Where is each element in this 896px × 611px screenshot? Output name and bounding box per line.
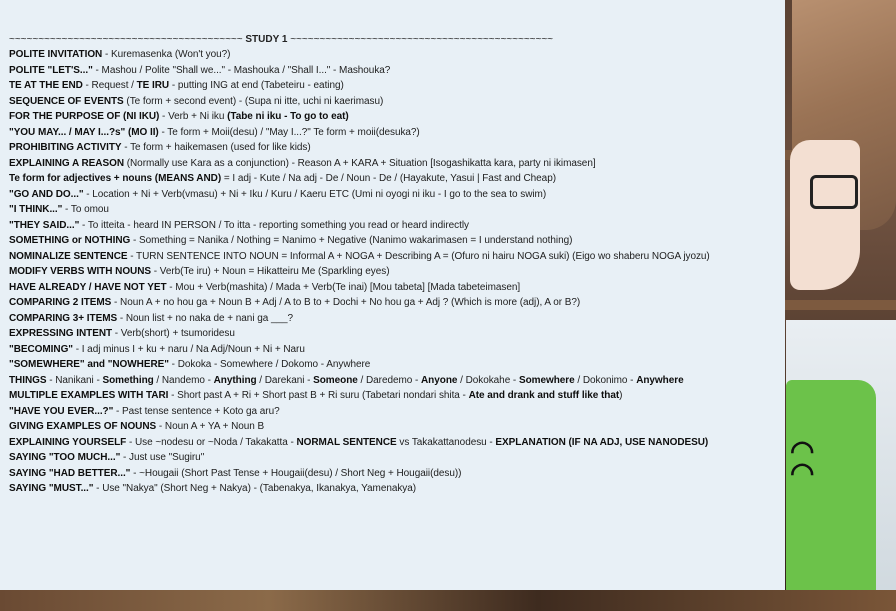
note-text: / Nandemo - [153,374,214,386]
note-heading: SAYING "HAD BETTER..." [9,467,131,479]
notes-title [9,33,785,46]
note-text: - Dokoka - Somewhere / Dokomo - Anywhere [168,359,371,370]
note-text: / Dokokahe - [457,374,519,386]
note-heading: FOR THE PURPOSE OF (NI IKU) [9,111,160,122]
avatar-face [790,140,860,290]
title-dashes-left: ~~~~~~~~~~~~~~~~~~~~~~~~~~~~~~~~~~~~~~~~ [9,34,243,45]
note-heading: GIVING EXAMPLES OF NOUNS [9,421,157,432]
note-row [9,218,785,234]
note-heading: TE IRU [136,80,170,91]
note-text: - To omou [62,204,109,215]
note-heading: "GO AND DO..." [9,188,84,200]
note-heading: SEQUENCE OF EVENTS [9,95,124,107]
note-heading: Anyone [421,374,458,386]
note-heading: COMPARING 3+ ITEMS [9,312,118,324]
note-row [9,94,785,110]
shelf [785,300,896,310]
note-row [9,264,785,280]
note-heading: EXPLAINING YOURSELF [9,436,127,448]
note-heading: NOMINALIZE SENTENCE [9,250,128,262]
note-heading: Someone [313,374,358,386]
note-text: - Just use "Sugiru" [120,452,205,463]
note-row [9,388,785,404]
note-heading: Somewhere [518,374,575,386]
note-text: / Dokonimo - [574,374,637,386]
note-row [9,47,785,63]
note-text: (Te form + second event) - (Supa ni itte, uchi ni kaerimasu) [123,95,384,107]
note-row [9,435,777,451]
note-text: - Noun A + YA + Noun B [156,421,265,432]
note-text: - Noun A + no hou ga + Noun B + Adj / A to B to + Dochi + No hou ga + Adj ? (Which is more (adj), A or B?) [111,297,581,308]
note-row [9,171,785,187]
desk-clutter [0,590,896,611]
title-text: STUDY 1 [245,34,288,45]
note-heading: NORMAL SENTENCE [296,436,397,448]
note-row [9,78,785,94]
note-text: - Request / [82,80,137,91]
note-row [9,249,777,265]
note-heading: TE AT THE END [9,80,83,91]
note-text: / Daredemo - [357,374,422,386]
note-row [9,63,785,79]
note-text: - putting ING at end (Tabeteiru - eating) [169,80,344,91]
note-heading: "YOU MAY... / MAY I...?s" (MO II) [9,126,159,138]
note-heading: "BECOMING" [9,343,73,355]
note-text: - To itteita - heard IN PERSON / To itta - reporting something you read or heard indirectly [79,219,469,231]
note-row [9,156,785,172]
note-row [9,295,785,311]
note-text: - Verb(short) + tsumoridesu [112,328,235,339]
note-heading: POLITE "LET'S..." [9,64,93,76]
note-row [9,326,785,342]
note-row [9,481,785,497]
note-heading: POLITE INVITATION [9,49,103,60]
note-heading: EXPRESSING INTENT [9,328,113,339]
note-heading: MULTIPLE EXAMPLES WITH TARI [9,390,169,401]
note-row [9,450,785,466]
book-smiley-face: ◠ ◠ [790,435,815,488]
note-row [9,280,785,296]
note-heading: MODIFY VERBS WITH NOUNS [9,266,152,277]
note-heading: THINGS [9,374,47,386]
note-text: - ~Hougaii (Short Past Tense + Hougaii(desu) / Short Neg + Hougaii(desu)) [130,467,462,479]
note-heading: Anywhere [636,374,684,386]
note-text: vs Takakattanodesu - [396,436,496,448]
note-heading: Something [102,374,154,386]
note-text: - TURN SENTENCE INTO NOUN = Informal A + NOGA + Describing A = (Ofuro ni hairu NOGA suki) (Eigo wo shaberu NOGA jyozu) [127,250,710,262]
note-heading: EXPLAINING A REASON [9,157,124,169]
note-heading: SOMETHING or NOTHING [9,235,131,246]
title-dashes-right: ~~~~~~~~~~~~~~~~~~~~~~~~~~~~~~~~~~~~~~~~~~~~~ [290,34,554,45]
note-text: (Normally use Kara as a conjunction) - Reason A + KARA + Situation [Isogashikatta kara, party ni ikimasen] [124,157,596,169]
note-text: - Verb + Ni iku [159,111,228,122]
note-text: - Use "Nakya" (Short Neg + Nakya) - (Tabenakya, Ikanakya, Yamenakya) [93,483,417,494]
note-text: = I adj - Kute / Na adj - De / Noun - De / (Hayakute, Yasui | Fast and Cheap) [221,173,556,184]
note-text: - Past tense sentence + Koto ga aru? [113,405,280,417]
note-row [9,311,785,327]
note-text: - Something = Nanika / Nothing = Nanimo + Negative (Nanimo wakarimasen = I understand nothing) [130,235,573,246]
note-text: - Te form + Moii(desu) / "May I...?" Te form + moii(desuka?) [158,126,420,138]
note-text: - Noun list + no naka de + nani ga ___? [117,312,294,324]
note-heading: COMPARING 2 ITEMS [9,297,112,308]
note-row [9,373,777,389]
note-row [9,233,785,249]
note-row [9,202,785,218]
note-row [9,357,785,373]
note-row [9,342,785,358]
note-heading: "THEY SAID..." [9,219,80,231]
note-row [9,109,785,125]
note-row [9,140,785,156]
note-text: - Kuremasenka (Won't you?) [102,49,231,60]
note-heading: Te form for adjectives + nouns (MEANS AND) [9,173,222,184]
note-heading: HAVE ALREADY / HAVE NOT YET [9,281,167,293]
note-row [9,404,785,420]
note-row [9,419,785,435]
note-heading: "I THINK..." [9,204,63,215]
note-heading: EXPLANATION (IF NA ADJ, USE NANODESU) [495,436,709,448]
note-text: - Location + Ni + Verb(vmasu) + Ni + Iku / Kuru / Kaeru ETC (Umi ni oyogi ni iku - I go to the sea to swim) [83,188,547,200]
note-text: - Verb(Te iru) + Noun = Hikatteiru Me (Sparkling eyes) [151,266,390,277]
note-text: - Use ~nodesu or ~Noda / Takakatta - [126,436,297,448]
note-text: - I adj minus I + ku + naru / Na Adj/Noun + Ni + Naru [72,343,305,355]
note-text: - Nanikani - [46,374,103,386]
note-heading: SAYING "TOO MUCH..." [9,452,121,463]
note-heading: PROHIBITING ACTIVITY [9,142,122,153]
note-text: - Mashou / Polite "Shall we..." - Mashouka / "Shall I..." - Mashouka? [92,64,391,76]
note-text: - Te form + haikemasen (used for like kids) [121,142,311,153]
note-row [9,187,785,203]
note-text: - Mou + Verb(mashita) / Mada + Verb(Te inai) [Mou tabeta] [Mada tabeteimasen] [166,281,521,293]
note-heading: SAYING "MUST..." [9,483,94,494]
note-row [9,466,785,482]
note-text: - Short past A + Ri + Short past B + Ri suru (Tabetari nondari shita - [168,390,469,401]
note-text: / Darekani - [256,374,314,386]
note-heading: "HAVE YOU EVER...?" [9,405,114,417]
note-heading: "SOMEWHERE" and "NOWHERE" [9,359,169,370]
avatar-glasses [810,175,858,209]
notes-list [9,47,785,497]
note-row [9,125,785,141]
note-heading: (Tabe ni iku - To go to eat) [227,111,349,122]
note-text: ) [619,390,623,401]
note-heading: Ate and drank and stuff like that [468,390,620,401]
note-heading: Anything [213,374,257,386]
